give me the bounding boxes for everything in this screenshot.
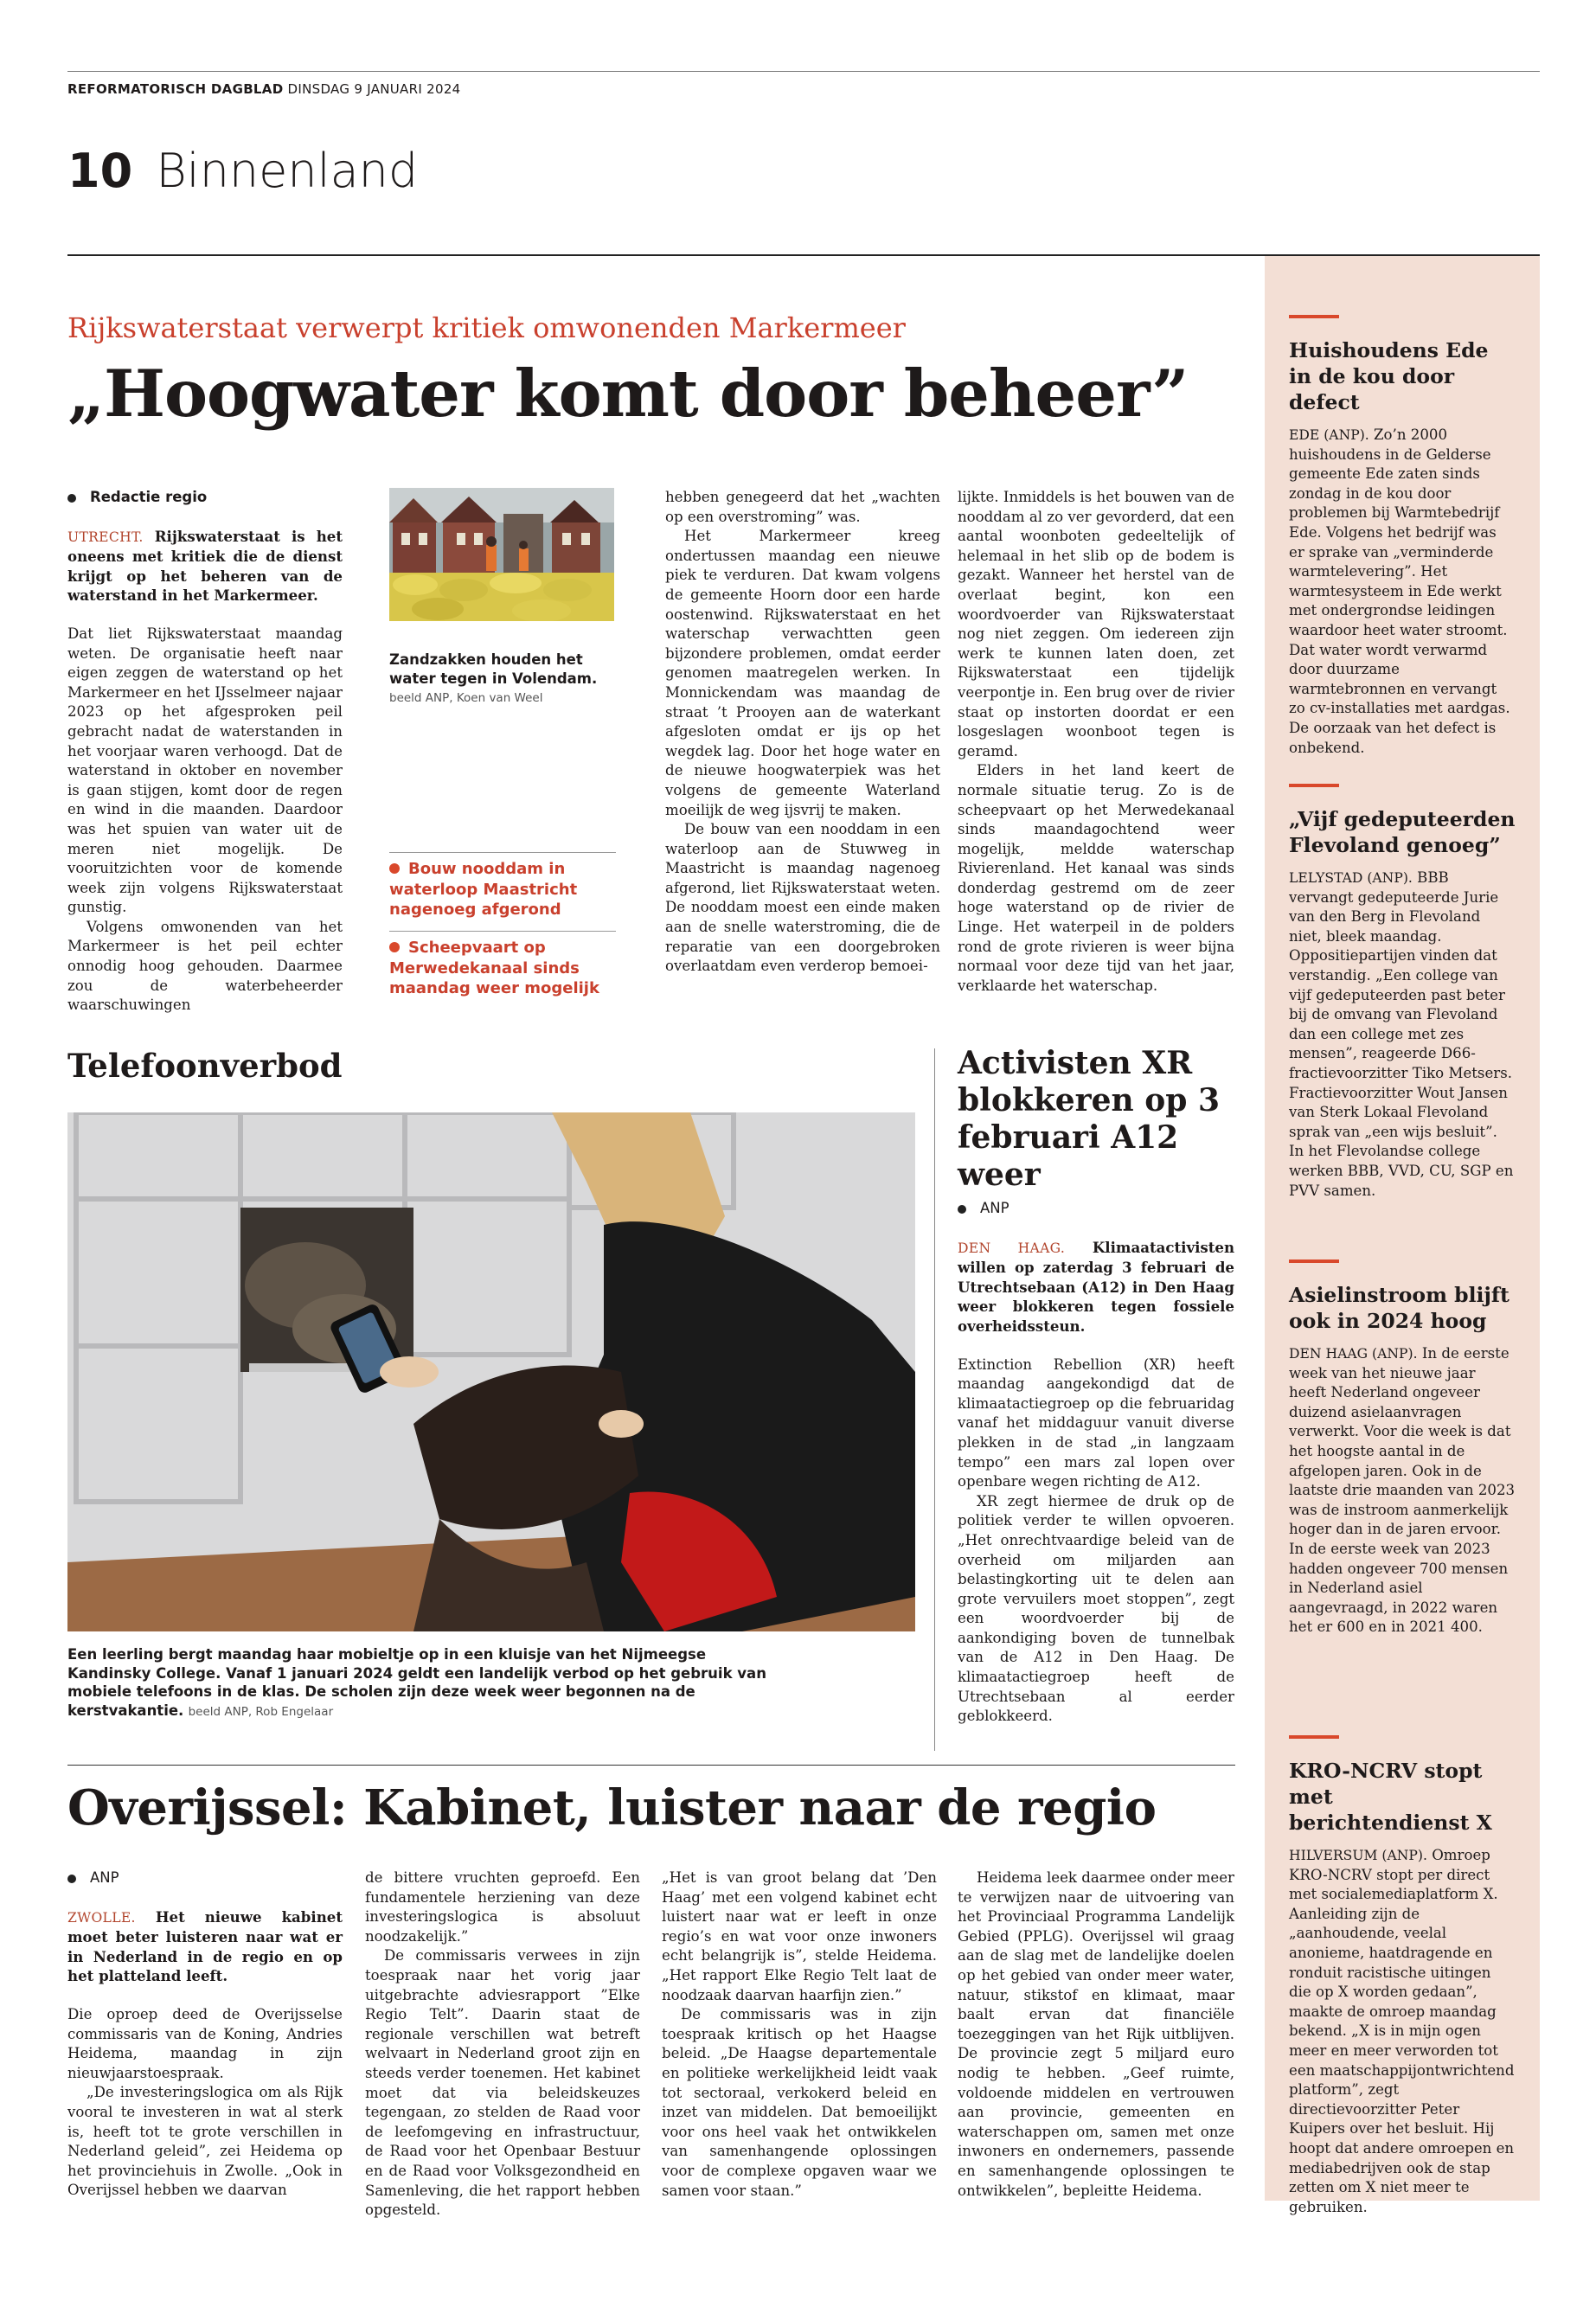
byline-bullet <box>958 1205 966 1214</box>
sidebar-dateline: EDE (ANP). <box>1289 427 1369 443</box>
volendam-caption <box>389 651 614 708</box>
overijssel-headline: Overijssel: Kabinet, luister naar de regio <box>67 1779 1157 1836</box>
sidebar-body: Omroep KRO-NCRV stopt per direct met socialemediaplatform X. Aanleiding zijn de „aanhoudende, veelal anonieme, haatdragende en ronduit racistische uitingen die op X worden gedaan”, maakte de omroep maandag bekend. „X is in mijn ogen meer en meer verworden tot een maatschappijontwrichtend platform”, zegt directievoorzitter Peter Kuipers over het besluit. Hij hoopt dat andere omroepen en mediabedrijven ook de stap zetten om X niet meer te gebruiken. <box>1289 1847 1515 2215</box>
sidebar-headline: „Vijf gedeputeerden Flevoland genoeg” <box>1289 807 1516 857</box>
xr-body-p2: XR zegt hiermee de druk op de politiek verder te willen opvoeren. „Het onrechtvaardige beleid van de overheid om miljarden aan belastingkorting uit te delen aan grote vervuilers moet stoppen”, zegt een woordvoerder bij de aankondiging boven de tunnelbak van de A12 in Den Haag. De klimaatactiegroep heeft de Utrechtsebaan al eerder geblokkeerd. <box>958 1492 1234 1725</box>
kluisje-credit: beeld ANP, Rob Engelaar <box>188 1704 334 1719</box>
xr-intro <box>958 1238 1234 1336</box>
sidebar-dateline: LELYSTAD (ANP). <box>1289 870 1413 886</box>
lead-headline: „Hoogwater komt door beheer” <box>67 356 1189 432</box>
sidebar-body: BBB vervangt gedeputeerde Jurie van den Berg in Flevoland niet, bleek maandag. Oppositiepartijen vinden dat verstandig. „Een college van vijf gedeputeerden past beter bij de omvang van Flevoland dan een college met zes mensen”, reageerde D66-fractievoorzitter Tiko Metsers. Fractievoorzitter Wout Jansen van Sterk Lokaal Flevoland sprak van „een wijs besluit”. In het Flevolandse college werken BBB, VVD, CU, SGP en PVV samen. <box>1289 869 1514 1199</box>
xr-body <box>958 1199 1234 1727</box>
overijssel-col1-p1: Die oproep deed de Overijsselse commissaris van de Koning, Andries Heidema, maandag in zijn nieuwjaarstoespraak. <box>67 2005 343 2081</box>
lead-kicker: Rijkswaterstaat verwerpt kritiek omwonenden Markermeer <box>67 311 906 344</box>
sidebar-dateline: HILVERSUM (ANP). <box>1289 1848 1427 1863</box>
lead-byline <box>67 488 343 508</box>
overijssel-rule <box>67 1765 1235 1766</box>
overijssel-col3-p2: De commissaris was in zijn toespraak kritisch op het Haagse beleid. „De Haagse departementale en politieke werkelijkheid leidt vaak tot sectoraal, verkokerd beleid en inzet van middelen. Dat bemoeilijkt voor ons heel vaak het ontwikkelen van samenhangende oplossingen voor de complexe opgaven waar we samen voor staan.” <box>662 2006 937 2199</box>
sidebar-body: In de eerste week van het nieuwe jaar heeft Nederland ongeveer duizend asielaanvragen verwerkt. Voor die week is dat het hoogste aantal in de afgelopen jaren. Ook in de laatste drie maanden van 2023 was de instroom aanmerkelijk hoger dan in de jaren ervoor. In de eerste week van 2023 hadden ongeveer 700 mensen in Nederland asiel aangevraagd, in 2022 waren het er 600 en in 2021 400. <box>1289 1345 1516 1636</box>
overijssel-col2-p2: De commissaris verwees in zijn toespraak naar het vorig jaar uitgebrachte adviesrapport ”Elke Regio Telt”. Daarin staat de regionale verschillen wat betreft welvaart in Nederland groot zijn en steeds verder toenemen. Het kabinet moet dat via beleidskeuzes tegengaan, zo stelden de Raad voor de leefomgeving en infrastructuur, de Raad voor het Openbaar Bestuur en de Raad voor Volksgezondheid en Samenleving, die het rapport hebben opgesteld. <box>365 1947 640 2219</box>
sidebar-headline: Huishoudens Ede in de kou door defect <box>1289 338 1489 414</box>
lead-intro-text: Rijkswaterstaat is het oneens met kritiek die de dienst krijgt op het beheren van de waterstand in het Markermeer. <box>67 527 343 605</box>
masthead-line <box>67 81 461 97</box>
xr-dateline: DEN HAAG. <box>958 1240 1066 1256</box>
related-link-nooddam-text: Bouw nooddam in waterloop Maastricht nagenoeg afgerond <box>389 860 578 919</box>
sidebar-item-kro-ncrv <box>1289 1735 1516 2217</box>
sidebar-text <box>1289 1846 1516 2217</box>
xr-headline: Activisten XR blokkeren op 3 februari A12 weer <box>958 1045 1220 1193</box>
overijssel-dateline: ZWOLLE. <box>67 1909 136 1926</box>
overijssel-column-1 <box>67 1868 343 2201</box>
sidebar-text <box>1289 868 1516 1201</box>
related-dot <box>389 942 400 952</box>
lead-col3-p2: Het Markermeer kreeg ondertussen maandag een nieuwe piek te verduren. Dat kwam volgens de gemeente Hoorn door een harde oostenwind. Rijkswaterstaat en het waterschap verwachtten geen bijzondere problemen, omdat eerder genomen maatregelen werken. In Monnickendam was maandag de straat ’t Prooyen aan de waterkant afgesloten omdat er ijs op het wegdek lag. Door het hoge water en de nieuwe hoogwaterpiek was het volgens de gemeente Waterland moeilijk de weg ijsvrij te maken. <box>665 528 940 818</box>
lead-col4-p1: lijkte. Inmiddels is het bouwen van de nooddam al zo ver gevorderd, dat een aantal woonboten gedeeltelijk of helemaal in het slib op de bodem is gezakt. Wanneer het herstel van de overlaat begint, kon een woordvoerder van Rijkswaterstaat nog niet zeggen. Om iedereen zijn werk te kunnen laten doen, zet Rijkswaterstaat een tijdelijk veerpontje in. Een brug over de rivier staat op instorten doordat er een losgeslagen woonboot tegen is geramd. <box>958 489 1234 760</box>
overijssel-column-2 <box>365 1868 640 2221</box>
related-link-merwedekanaal[interactable] <box>389 938 616 999</box>
volendam-photo <box>389 488 614 621</box>
page-number: 10 <box>67 144 133 198</box>
lead-intro <box>67 527 343 606</box>
related-rule-2 <box>389 931 616 932</box>
section-heading <box>67 145 418 197</box>
overijssel-col1-p2: „De investeringslogica om als Rijk vooral te investeren in wat al sterk is, heeft tot te grote verschillen in Nederland geleid”, zei Heidema op het provinciehuis in Zwolle. „Ook in Overijssel hebben we daarvan <box>67 2084 343 2199</box>
sidebar-accent-bar <box>1289 1735 1339 1739</box>
lead-col1-p1: Dat liet Rijkswaterstaat maandag weten. De organisatie heeft naar eigen zeggen de waterstand op het Markermeer en het IJsselmeer najaar 2023 op het afgesproken peil gebracht nadat de waterstanden in het voorjaar waren verhoogd. Dat de waterstand in oktober en november is gaan stijgen, komt door de regen en wind in die maanden. Daardoor was het spuien van water uit de meren niet mogelijk. De vooruitzichten voor de komende week zijn volgens Rijkswaterstaat gunstig. <box>67 625 343 916</box>
lead-byline-text: Redactie regio <box>90 489 208 505</box>
top-rule <box>67 71 1540 72</box>
news-sidebar <box>1265 256 1540 2215</box>
sidebar-text <box>1289 426 1516 758</box>
lead-column-4 <box>958 488 1234 996</box>
photo-feature-headline: Telefoonverbod <box>67 1047 343 1085</box>
overijssel-col3-p1: „Het is van groot belang dat ’Den Haag’ met een volgend kabinet echt luistert naar wat er leeft in onze regio’s en wat voor onze inwoners echt belangrijk is”, stelde Heidema. „Het rapport Elke Regio Telt laat de noodzaak daarvan haarfijn zien.” <box>662 1869 937 2003</box>
sidebar-item-flevoland <box>1289 784 1516 1201</box>
sidebar-item-ede <box>1289 315 1516 758</box>
sidebar-headline: Asielinstroom blijft ook in 2024 hoog <box>1289 1283 1509 1333</box>
xr-byline-text: ANP <box>980 1200 1010 1216</box>
related-dot <box>389 863 400 874</box>
lead-col4-p2: Elders in het land keert de normale situatie terug. Zo is de scheepvaart op het Merwedekanaal sinds maandagochtend weer mogelijk, meldde waterschap Rivierenland. Het kanaal was sinds donderdag gestremd om de zeer hoge waterstand op de rivier de Linge. Het waterpeil in de polders rond de grote rivieren is weer bijna normaal voor deze tijd van het jaar, verklaarde het waterschap. <box>958 762 1234 994</box>
paper-date: DINSDAG 9 JANUARI 2024 <box>287 81 461 97</box>
sidebar-body: Zo’n 2000 huishoudens in de Gelderse gemeente Ede zaten sinds zondag in de kou door problemen bij Warmtebedrijf Ede. Volgens het bedrijf was er sprake van „verminderde warmtelevering”. Het warmtesysteem in Ede werkt met ondergrondse leidingen waardoor heet water stroomt. Dat water wordt verwarmd door duurzame warmtebronnen en vervangt zo cv-installaties met aardgas. De oorzaak van het defect is onbekend. <box>1289 426 1510 756</box>
sidebar-item-asiel <box>1289 1259 1516 1638</box>
paper-name: REFORMATORISCH DAGBLAD <box>67 81 284 97</box>
sidebar-dateline: DEN HAAG (ANP). <box>1289 1346 1418 1362</box>
column-divider <box>934 1048 935 1751</box>
overijssel-column-4 <box>958 1868 1234 2201</box>
kluisje-caption <box>67 1645 777 1721</box>
volendam-credit: beeld ANP, Koen van Weel <box>389 691 543 705</box>
overijssel-byline-text: ANP <box>90 1869 119 1886</box>
sidebar-accent-bar <box>1289 1259 1339 1263</box>
related-link-merwedekanaal-text: Scheepvaart op Merwedekanaal sinds maandag weer mogelijk <box>389 939 599 997</box>
overijssel-intro <box>67 1907 343 1986</box>
lead-column-3 <box>665 488 940 977</box>
sidebar-accent-bar <box>1289 315 1339 318</box>
byline-bullet <box>67 494 76 503</box>
sidebar-accent-bar <box>1289 784 1339 787</box>
byline-bullet <box>67 1875 76 1883</box>
volendam-photo-graphic <box>389 488 614 621</box>
overijssel-intro-text: Het nieuwe kabinet moet beter luisteren naar wat er in Nederland in de regio en op het platteland leeft. <box>67 1907 343 1985</box>
lead-col1-p2: Volgens omwonenden van het Markermeer is het peil echter onnodig hoog gehouden. Daarmee zou de waterbeheerder waarschuwingen <box>67 918 343 1014</box>
lead-col3-p1: hebben genegeerd dat het „wachten op een overstroming” was. <box>665 489 940 525</box>
overijssel-col2-p1: de bittere vruchten geproefd. Een fundamentele herziening van deze investeringslogica is absoluut noodzakelijk.” <box>365 1869 640 1945</box>
lead-col3-p3: De bouw van een nooddam in een waterloop aan de Stuwweg in Maastricht is maandag nagenoeg afgerond, liet Rijkswaterstaat weten. De nooddam moest een einde maken aan de snelle waterstroming, die de reparatie van een doorgebroken overlaatdam even verderop bemoei- <box>665 821 940 975</box>
xr-intro-text: Klimaatactivisten willen op zaterdag 3 februari de Utrechtsebaan (A12) in Den Haag weer blokkeren tegen fossiele overheidssteun. <box>958 1238 1235 1335</box>
lead-dateline: UTRECHT. <box>67 529 144 545</box>
related-rule-1 <box>389 852 616 853</box>
kluisje-caption-text: Een leerling bergt maandag haar mobieltje op in een kluisje van het Nijmeegse Kandinsky College. Vanaf 1 januari 2024 geldt een landelijk verbod op het gebruik van mobiele telefoons in de klas. De scholen zijn deze week weer begonnen na de kerstvakantie. <box>67 1646 766 1719</box>
related-link-nooddam[interactable] <box>389 859 616 920</box>
kluisje-photo <box>67 1112 915 1631</box>
volendam-caption-text: Zandzakken houden het water tegen in Volendam. <box>389 651 598 687</box>
overijssel-column-3 <box>662 1868 937 2201</box>
section-name: Binnenland <box>156 144 419 198</box>
overijssel-byline <box>67 1868 343 1888</box>
kluisje-photo-graphic <box>67 1112 915 1631</box>
xr-body-p1: Extinction Rebellion (XR) heeft maandag aangekondigd dat de klimaatactiegroep op die februaridag vanaf het middaguur vanuit diverse plekken in de stad „in langzaam tempo” een mars zal lopen over openbare wegen richting de A12. <box>958 1356 1234 1490</box>
sidebar-headline: KRO-NCRV stopt met berichtendienst X <box>1289 1759 1492 1835</box>
xr-byline <box>958 1199 1234 1219</box>
overijssel-col4-p1: Heidema leek daarmee onder meer te verwijzen naar de uitvoering van het Provinciaal Programma Landelijk Gebied (PPLG). Overijssel wil graag aan de slag met de landelijke doelen op het gebied van onder meer water, natuur, stikstof en klimaat, maar baalt ervan dat financiële toezeggingen van het Rijk uitblijven. De provincie zegt 5 miljard euro nodig te hebben. „Geef ruimte, voldoende middelen en vertrouwen aan provincie, gemeenten en waterschappen om, samen met onze inwoners en ondernemers, passende en samenhangende oplossingen te ontwikkelen”, bepleitte Heidema. <box>958 1869 1234 2199</box>
lead-column-1 <box>67 488 343 1016</box>
sidebar-text <box>1289 1344 1516 1638</box>
